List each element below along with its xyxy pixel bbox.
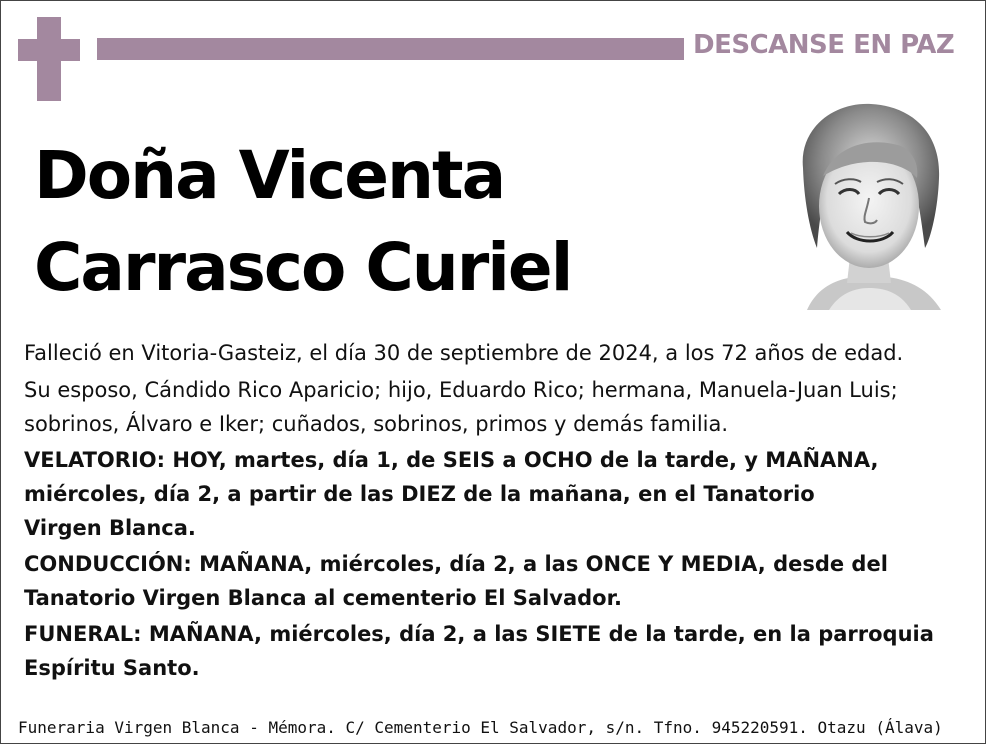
header-label: DESCANSE EN PAZ — [693, 30, 955, 60]
deceased-name-line2: Carrasco Curiel — [34, 229, 572, 306]
procession-line: CONDUCCIÓN: MAÑANA, miércoles, día 2, a las ONCE Y MEDIA, desde del — [24, 552, 888, 576]
funeral-home-footer: Funeraria Virgen Blanca - Mémora. C/ Cementerio El Salvador, s/n. Tfno. 945220591. Otazu (Álava) — [18, 718, 943, 737]
deceased-name — [34, 130, 754, 314]
deceased-name-line1: Doña Vicenta — [34, 137, 505, 214]
funeral-line: Espíritu Santo. — [24, 656, 200, 680]
procession-line: Tanatorio Virgen Blanca al cementerio El Salvador. — [24, 586, 622, 610]
header-rule — [97, 38, 684, 60]
family-line: Su esposo, Cándido Rico Aparicio; hijo, Eduardo Rico; hermana, Manuela-Juan Luis; — [24, 378, 898, 402]
portrait-photo — [789, 98, 949, 310]
notice-body — [24, 336, 964, 685]
cross-icon-bar — [18, 39, 80, 61]
wake-line: VELATORIO: HOY, martes, día 1, de SEIS a OCHO de la tarde, y MAÑANA, — [24, 448, 879, 472]
death-notice: Falleció en Vitoria-Gasteiz, el día 30 de septiembre de 2024, a los 72 años de edad. — [24, 341, 904, 365]
wake-line: Virgen Blanca. — [24, 516, 196, 540]
wake-line: miércoles, día 2, a partir de las DIEZ de la mañana, en el Tanatorio — [24, 482, 815, 506]
family-line: sobrinos, Álvaro e Iker; cuñados, sobrinos, primos y demás familia. — [24, 412, 729, 436]
funeral-line: FUNERAL: MAÑANA, miércoles, día 2, a las SIETE de la tarde, en la parroquia — [24, 622, 934, 646]
